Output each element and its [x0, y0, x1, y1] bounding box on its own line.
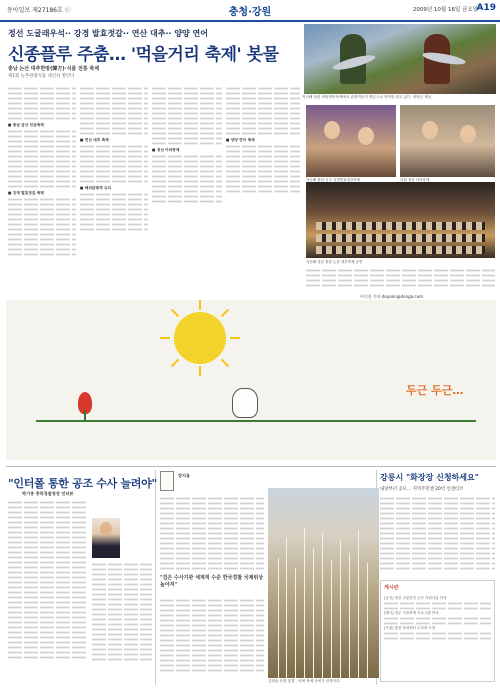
columnist-name: 장지용 — [178, 473, 191, 478]
story-lead — [8, 66, 298, 80]
middle-column — [160, 496, 264, 576]
seasonal-illustration — [6, 300, 496, 460]
page-number: A19 — [476, 3, 496, 13]
issue-date: 2009년 10월 16일 금요일 — [412, 7, 478, 13]
column-subhead: ■ 강경 발효젓갈 축제 — [8, 191, 44, 195]
silver-grass-photo — [268, 488, 379, 678]
masthead — [0, 0, 500, 22]
article-column-5 — [306, 268, 495, 292]
column-subhead: ■ 충남 금산 인삼축제 — [8, 123, 44, 127]
interview-byline: 박기중 충북경찰청장 인터뷰 — [22, 491, 74, 496]
sun-drawing — [174, 312, 226, 364]
pickled-fish-festival-photo — [306, 105, 396, 177]
column-subhead: ■ 양양 연어 축제 — [226, 138, 255, 142]
interview-headline[interactable]: "인터폴 통한 공조 수사 늘려야" — [8, 477, 157, 490]
silver-grass-caption: 갈대숲 은빛 물결 - 억새 축제 준비가 한창이다. — [268, 679, 341, 683]
notice-item[interactable]: [공지] 대전 교통안전 공단 지원사업 안내 — [384, 596, 447, 600]
crematorium-column — [380, 496, 495, 576]
reporter-contact[interactable]: 이기진 기자 doyoon@donga.com — [360, 294, 423, 299]
person-face — [324, 121, 340, 139]
article-column-3 — [152, 86, 222, 296]
concert-photo — [306, 182, 495, 258]
column-subhead: ■ 정선 아리랑제 — [152, 148, 180, 152]
notice-item[interactable]: [행사] 청주 가을축제 프로그램 안내 — [384, 611, 439, 615]
side-caption-right: 강원 정선 아리랑제 — [400, 178, 430, 182]
photo-caption: 지난해 열린 양양연어축제에서 관광객들이 맨손으로 연어를 잡고 있다. 양양군 제공 — [302, 95, 432, 99]
notice-item[interactable]: [모집] 춘천 문화센터 수강생 모집 — [384, 626, 436, 630]
chief-portrait — [92, 518, 120, 558]
notice-list — [384, 596, 491, 641]
crematorium-headline[interactable]: 강릉시 "화장장 신청하세요" — [380, 473, 479, 482]
cat-drawing — [232, 388, 258, 418]
person-face — [358, 127, 374, 145]
salmon-festival-photo — [304, 24, 496, 94]
illustration-text: 두근 두근… — [406, 384, 464, 397]
column-subhead: ■ 연산 대추 축제 — [80, 138, 109, 142]
story-headline[interactable]: 신종플루 주춤… '먹을거리 축제' 봇물 — [8, 45, 279, 65]
interview-column-1 — [8, 500, 88, 685]
concert-caption: 지난해 열린 충남 논산 대추축제 공연 — [306, 260, 363, 264]
paper-issue: 동아일보 제27186호 ⓒ — [7, 7, 71, 14]
person-face — [460, 125, 476, 143]
article-column-4 — [226, 86, 300, 296]
ground-line — [36, 420, 476, 422]
side-caption-left: 지난해 충남 공주 강경발효젓갈축제 — [306, 178, 361, 182]
column-subhead: ■ 해외관광객 유치 — [80, 186, 111, 190]
notice-title: 게시판 — [384, 585, 399, 591]
story-kicker: 정선 도굴래우석·· 강경 발효젓갈·· 연산 대추·· 양양 연어 — [8, 29, 209, 38]
columnist-portrait — [160, 471, 174, 491]
person-face — [422, 121, 438, 139]
article-column-1 — [8, 86, 76, 296]
arirang-festival-photo — [400, 105, 495, 177]
middle-column-lower — [160, 598, 264, 678]
section-title: 충청·강원 — [228, 7, 272, 18]
lead-line-2: 제1회 농촌관광식품 대신차 열린다 — [8, 74, 75, 79]
article-column-2 — [80, 86, 148, 296]
interview-column-2 — [92, 562, 152, 682]
interview-subheading: "검은 수사기관 세계적 수준 한국경찰 국제위상 높아져" — [160, 575, 264, 588]
lead-line-1: 충남 논산 대추한방(韓方)·식품 전통 축제 — [8, 66, 100, 72]
crematorium-subtitle: 내달부터 공모… 지역주민엔 20억 인센티브 — [380, 487, 464, 492]
